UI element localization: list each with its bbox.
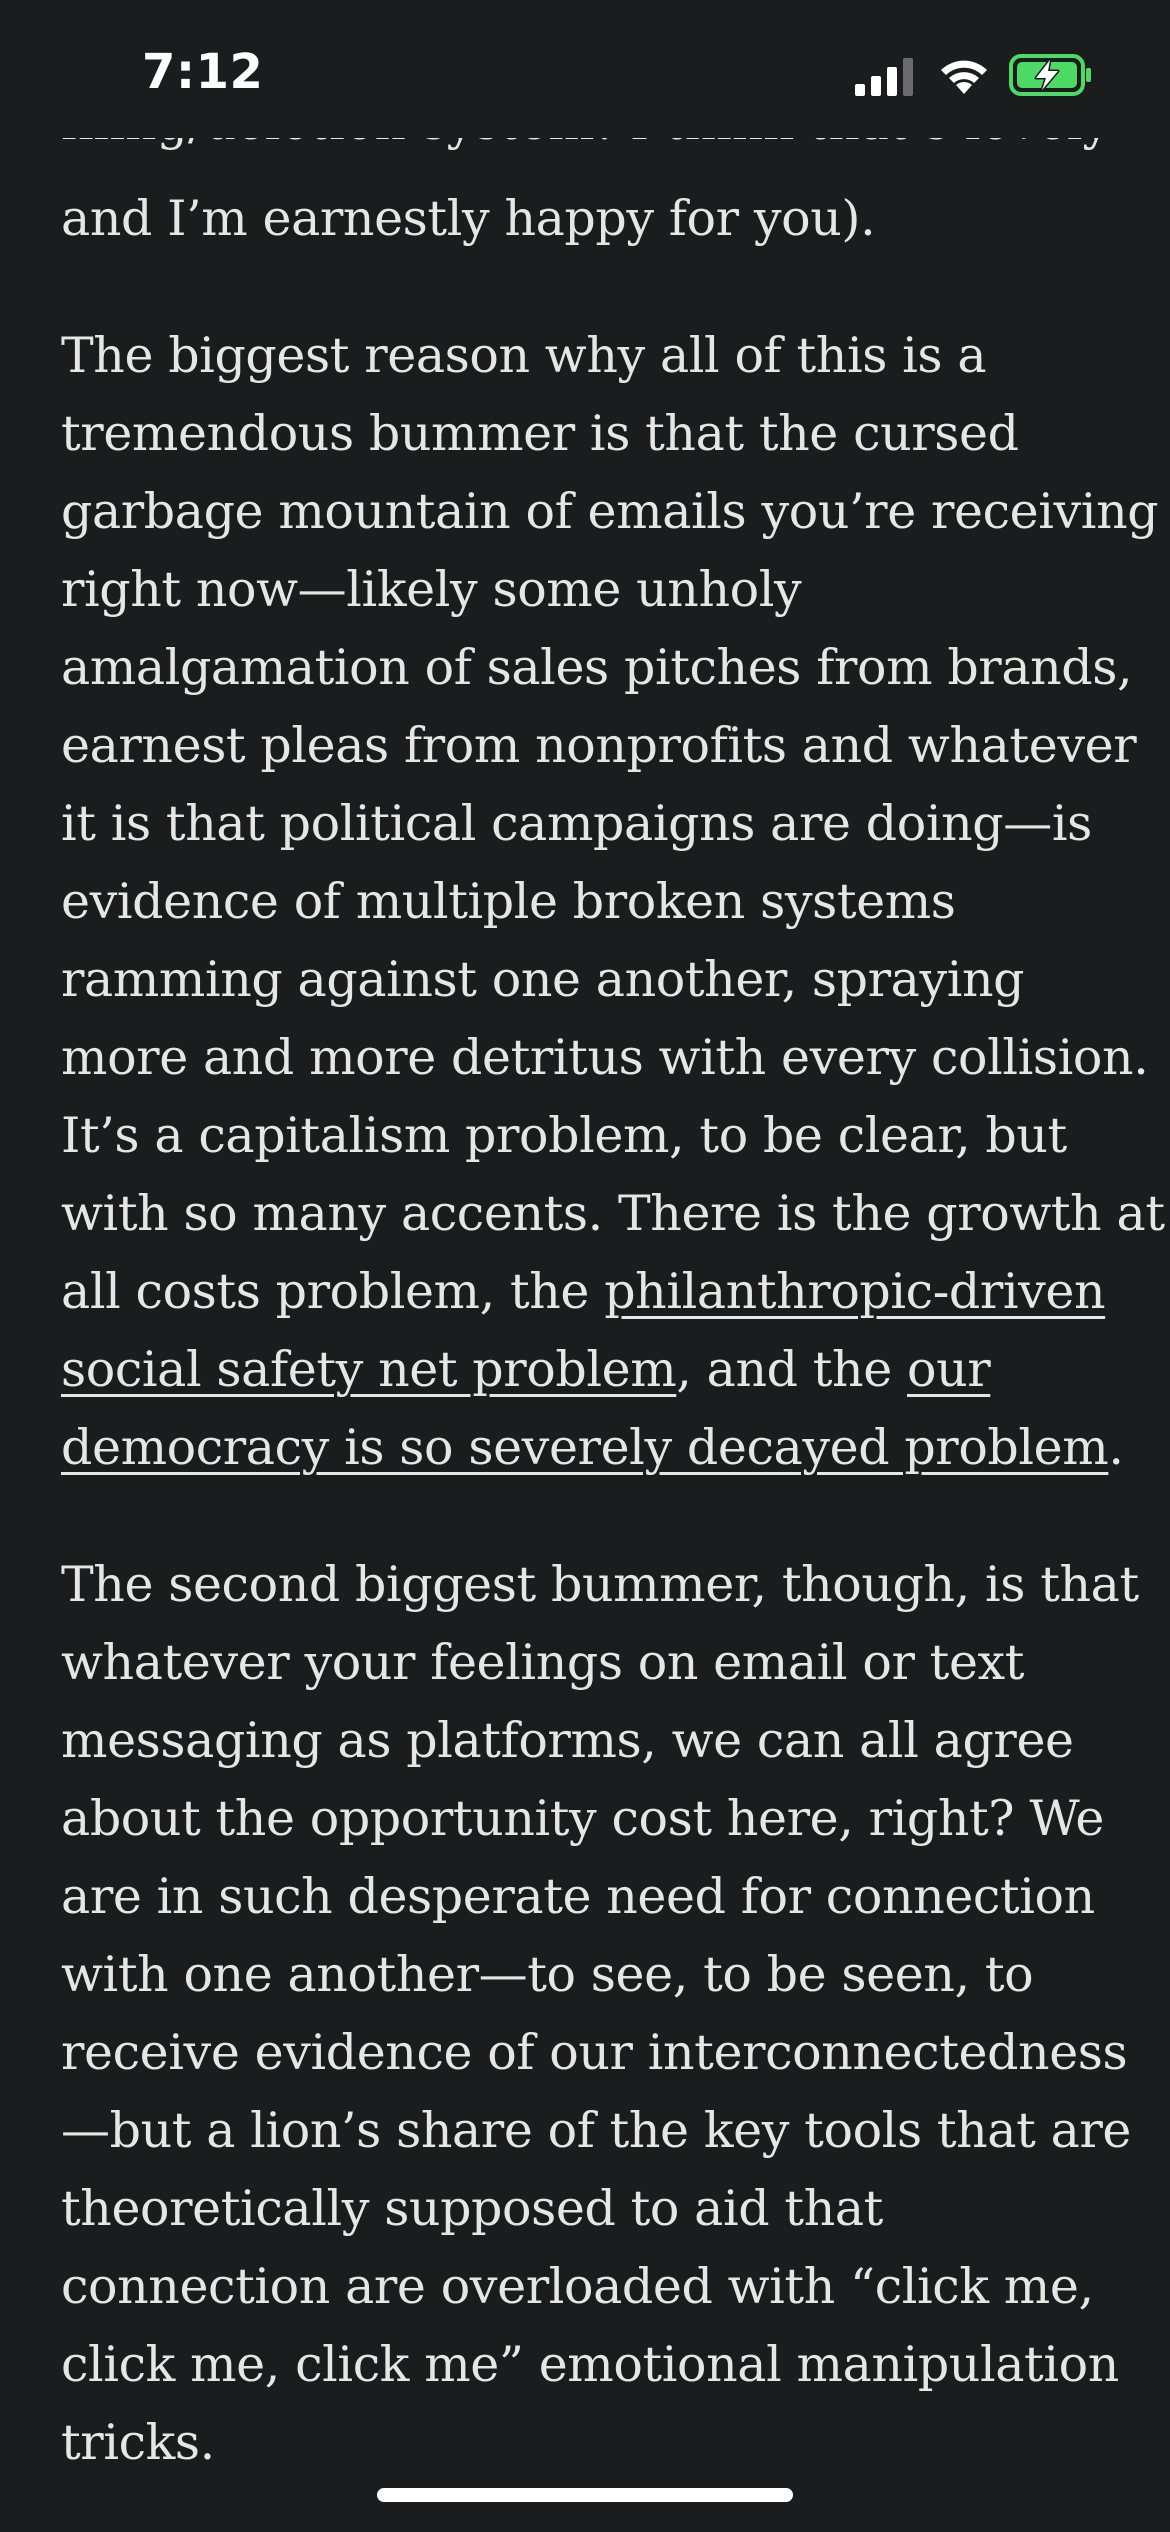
cellular-signal-icon (855, 58, 913, 96)
paragraph-line: connection are overloaded with “click me, (61, 2258, 1094, 2315)
text-run: . (1108, 1419, 1124, 1476)
paragraph-line: more and more detritus with every collision. (61, 1029, 1149, 1086)
paragraph-line: tremendous bummer is that the cursed (61, 405, 1019, 462)
paragraph-line: garbage mountain of emails you’re receiving (61, 483, 1159, 540)
paragraph-line: whatever your feelings on email or text (61, 1634, 1025, 1691)
democracy-decayed-link[interactable]: democracy is so severely decayed problem (61, 1419, 1109, 1476)
paragraph-line: right now—likely some unholy (61, 561, 802, 618)
paragraph-line: with so many accents. There is the growth at (61, 1185, 1165, 1242)
philanthropic-safety-net-link[interactable]: philanthropic-driven (604, 1263, 1106, 1320)
text-run: all costs problem, the (61, 1263, 605, 1320)
status-time: 7:12 (142, 44, 264, 100)
home-indicator[interactable] (377, 2488, 793, 2502)
paragraph-line: earnest pleas from nonprofits and whatever (61, 717, 1137, 774)
paragraph-line: messaging as platforms, we can all agree (61, 1712, 1074, 1769)
paragraph-line: amalgamation of sales pitches from brands, (61, 639, 1133, 696)
paragraph-line: theoretically supposed to aid that (61, 2180, 883, 2237)
democracy-decayed-link[interactable]: our (906, 1341, 991, 1398)
paragraph-line: The biggest reason why all of this is a (61, 327, 987, 384)
paragraph-line (61, 1331, 1165, 1409)
paragraph-line (61, 1253, 1165, 1331)
paragraph-line: evidence of multiple broken systems (61, 873, 956, 930)
paragraph-line: The second biggest bummer, though, is that (61, 1556, 1139, 1613)
wifi-icon (937, 54, 991, 96)
text-run: , and the (676, 1341, 907, 1398)
paragraph-line: —but a lion’s share of the key tools that are (61, 2102, 1132, 2159)
battery-charging-icon (1009, 52, 1093, 98)
article-paragraph-3 (61, 1546, 1139, 2482)
article-paragraph-2 (61, 317, 1165, 1487)
article-paragraph-1 (61, 180, 875, 258)
paragraph-line: ramming against one another, spraying (61, 951, 1025, 1008)
paragraph-line: about the opportunity cost here, right? We (61, 1790, 1104, 1847)
paragraph-line: click me, click me” emotional manipulation (61, 2336, 1119, 2393)
paragraph-line (61, 1409, 1165, 1487)
paragraph-line: with one another—to see, to be seen, to (61, 1946, 1034, 2003)
status-bar (0, 0, 1170, 138)
paragraph-line: tricks. (61, 2414, 215, 2471)
paragraph-line: it is that political campaigns are doing—is (61, 795, 1092, 852)
paragraph-line: are in such desperate need for connection (61, 1868, 1095, 1925)
paragraph-line: receive evidence of our interconnectedness (61, 2024, 1128, 2081)
paragraph-line: and I’m earnestly happy for you). (61, 190, 876, 247)
philanthropic-safety-net-link[interactable]: social safety net problem (61, 1341, 677, 1398)
paragraph-line: It’s a capitalism problem, to be clear, but (61, 1107, 1067, 1164)
